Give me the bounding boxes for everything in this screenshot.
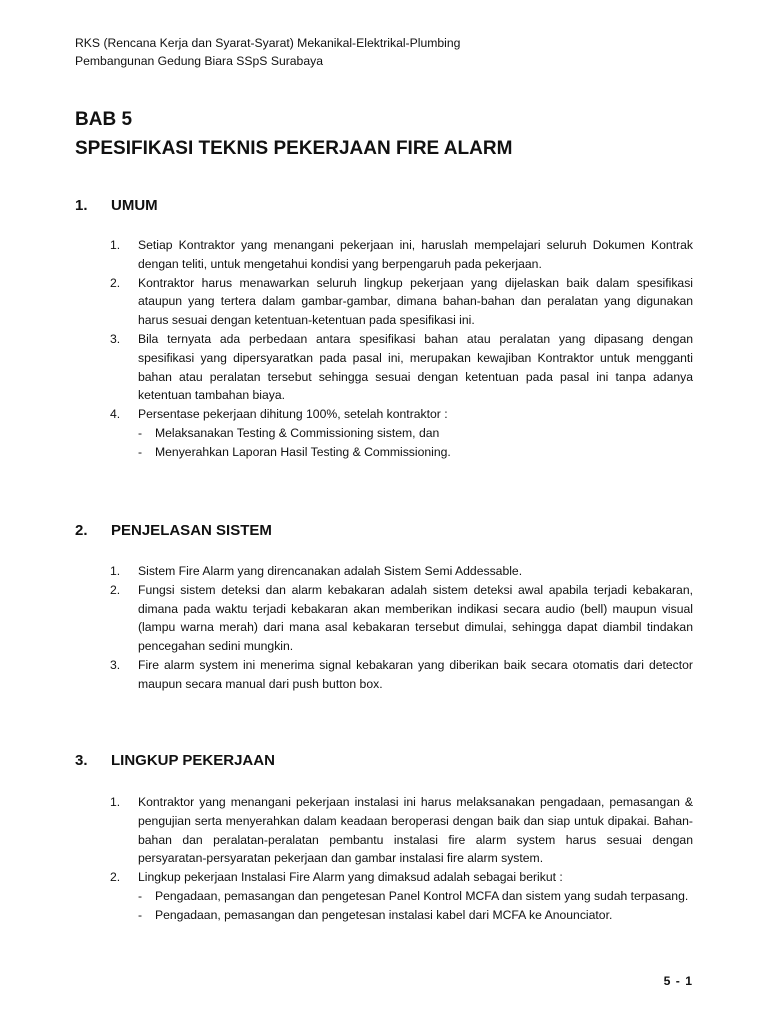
section-list-umum	[110, 236, 693, 462]
sub-item-text: Menyerahkan Laporan Hasil Testing & Commissioning.	[155, 444, 451, 459]
item-text: Kontraktor yang menangani pekerjaan instalasi ini harus melaksanakan pengadaan, pemasangan & pengujian serta menyerahkan dalam keadaan beroperasi dengan baik dan siap untuk dipakai. Bahan-bahan dan peralatan-peralatan pembantu instalasi fire alarm system harus sesuai dengan persyaratan-persyaratan pekerjaan dan gambar instalasi fire alarm system.	[138, 795, 693, 866]
item-number: 3.	[110, 331, 121, 346]
item-number: 2.	[110, 275, 121, 290]
item-number: 2.	[110, 870, 121, 885]
sub-list-item	[110, 906, 693, 925]
list-item	[110, 330, 693, 405]
list-item	[110, 562, 693, 581]
sub-item-text: Melaksanakan Testing & Commissioning sistem, dan	[155, 425, 440, 440]
sub-list-item	[110, 443, 693, 462]
item-number: 2.	[110, 582, 121, 597]
item-text: Lingkup pekerjaan Instalasi Fire Alarm yang dimaksud adalah sebagai berikut :	[138, 870, 563, 885]
list-item	[110, 793, 693, 868]
item-number: 3.	[110, 657, 121, 672]
list-item	[110, 868, 693, 887]
chapter-title: SPESIFIKASI TEKNIS PEKERJAAN FIRE ALARM	[75, 138, 513, 159]
item-number: 1.	[110, 238, 121, 252]
section-number: 2.	[75, 522, 88, 539]
list-item	[110, 405, 693, 424]
item-text: Fungsi sistem deteksi dan alarm kebakaran adalah sistem deteksi awal apabila terjadi kebakaran, dimana pada waktu terjadi kebakaran akan memberikan indikasi secara audio (bell) maupun visual (lampu warna merah) dari mana asal kebakaran tersebut dimulai, sehingga dapat diambil tindakan pencegahan sedini mungkin.	[138, 582, 693, 654]
item-text: Bila ternyata ada perbedaan antara spesifikasi bahan atau peralatan yang dipasang dengan spesifikasi yang dipersyaratkan pada pasal ini, merupakan kewajiban Kontraktor untuk mengganti bahan atau peralatan tersebut sehingga sesuai dengan ketentuan pada pasal ini tanpa adanya ketentuan tambahan biaya.	[138, 331, 693, 403]
list-item	[110, 656, 693, 694]
item-text: Fire alarm system ini menerima signal kebakaran yang diberikan baik secara otomatis dari detector maupun secara manual dari push button box.	[138, 657, 693, 691]
sub-item-text: Pengadaan, pemasangan dan pengetesan instalasi kabel dari MCFA ke Anounciator.	[155, 907, 613, 922]
header-line-2: Pembangunan Gedung Biara SSpS Surabaya	[75, 54, 323, 68]
dash-bullet: -	[138, 444, 143, 459]
section-list-lingkup-pekerjaan	[110, 793, 693, 925]
section-heading-lingkup-pekerjaan	[75, 751, 275, 771]
page-number: 5 - 1	[663, 974, 693, 988]
chapter-number: BAB 5	[75, 109, 133, 130]
section-title: LINGKUP PEKERJAAN	[111, 752, 275, 769]
section-title: PENJELASAN SISTEM	[111, 522, 272, 539]
section-title: UMUM	[111, 197, 158, 214]
section-number: 3.	[75, 752, 88, 769]
sub-list-item	[110, 424, 693, 443]
item-number: 4.	[110, 407, 121, 422]
item-text: Setiap Kontraktor yang menangani pekerjaan ini, haruslah mempelajari seluruh Dokumen Kontrak dengan teliti, untuk mengetahui kondisi yang berpengaruh pada pekerjaan.	[138, 238, 693, 271]
sub-item-text: Pengadaan, pemasangan dan pengetesan Panel Kontrol MCFA dan sistem yang sudah terpasang.	[155, 888, 689, 903]
list-item	[110, 581, 693, 656]
sub-list-item	[110, 887, 693, 906]
item-text: Sistem Fire Alarm yang direncanakan adalah Sistem Semi Addessable.	[138, 564, 523, 578]
list-item	[110, 236, 693, 274]
running-header	[75, 34, 460, 70]
section-list-penjelasan-sistem	[110, 562, 693, 694]
item-text: Kontraktor harus menawarkan seluruh lingkup pekerjaan yang dijelaskan baik dalam spesifikasi ataupun yang tertera dalam gambar-gambar, dimana bahan-bahan dan peralatan yang digunakan harus sesuai dengan ketentuan-ketentuan pada spesifikasi ini.	[138, 275, 693, 328]
item-text: Persentase pekerjaan dihitung 100%, setelah kontraktor :	[138, 407, 448, 422]
section-number: 1.	[75, 197, 88, 214]
list-item	[110, 274, 693, 330]
dash-bullet: -	[138, 907, 143, 922]
section-heading-penjelasan-sistem	[75, 521, 272, 541]
item-number: 1.	[110, 564, 121, 578]
section-heading-umum	[75, 196, 158, 216]
chapter-heading	[75, 105, 512, 163]
item-number: 1.	[110, 795, 121, 809]
dash-bullet: -	[138, 425, 143, 440]
header-line-1: RKS (Rencana Kerja dan Syarat-Syarat) Mekanikal-Elektrikal-Plumbing	[75, 36, 461, 50]
dash-bullet: -	[138, 888, 143, 903]
